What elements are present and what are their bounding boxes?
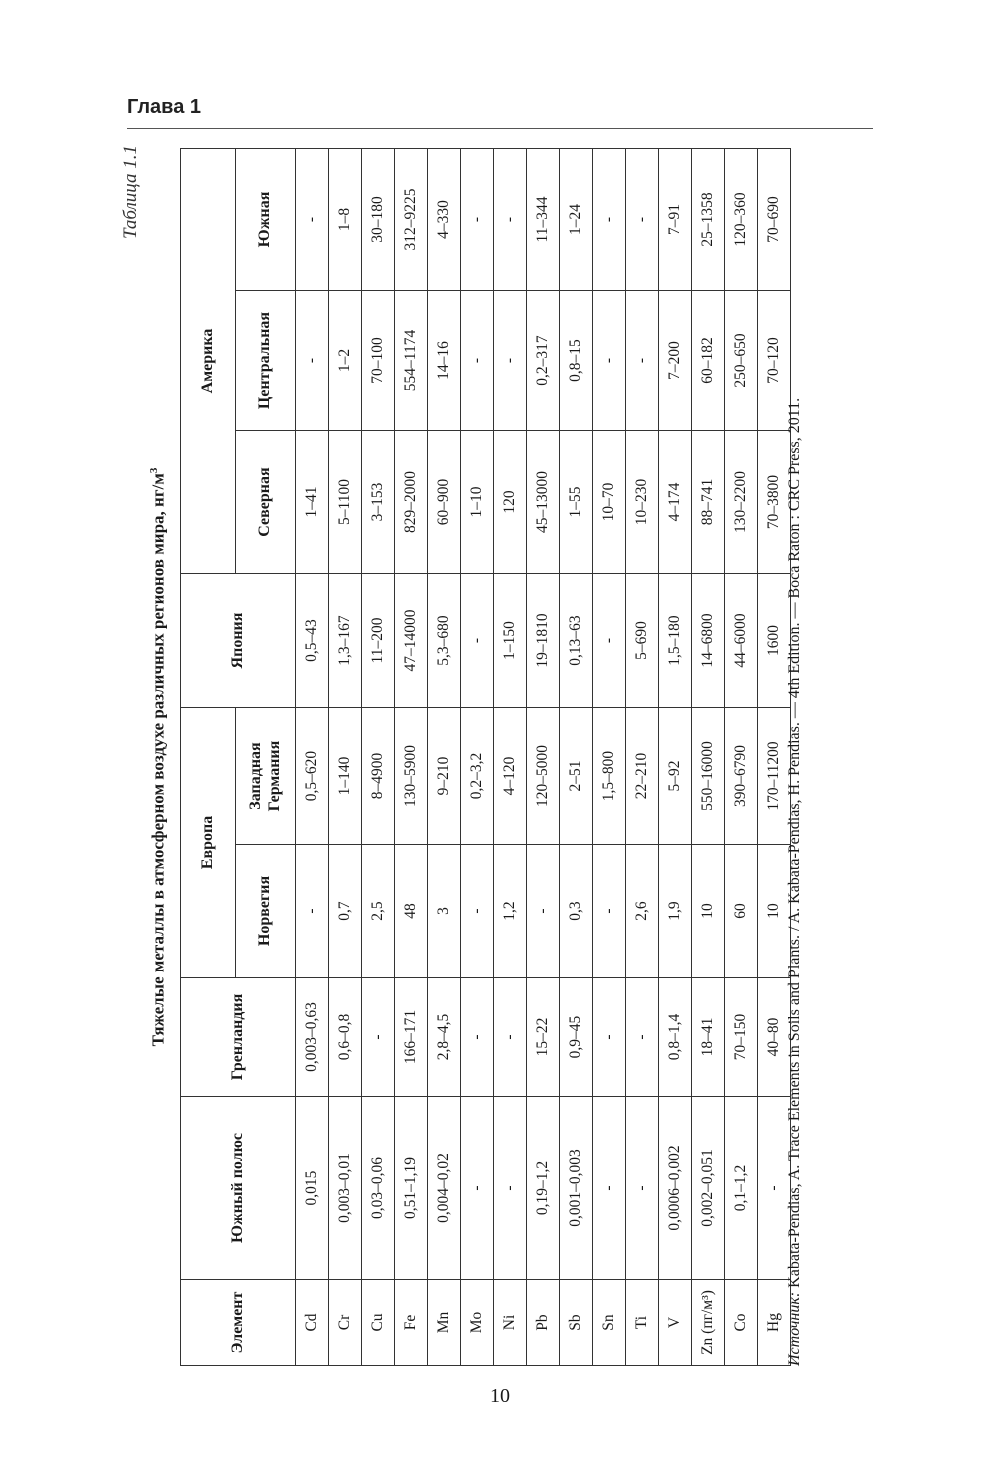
value-cell: 4–174 (659, 431, 692, 574)
value-cell: 1,5–800 (593, 708, 626, 845)
value-cell: 0,001–0,003 (560, 1097, 593, 1280)
value-cell: - (593, 148, 626, 290)
value-cell: - (593, 574, 626, 708)
value-cell: 250–650 (725, 291, 758, 431)
element-cell: Fe (395, 1280, 428, 1366)
value-cell: 5–1100 (329, 431, 362, 574)
table-row (593, 148, 626, 1365)
value-cell: - (593, 1097, 626, 1280)
value-cell: 120–5000 (527, 708, 560, 845)
element-cell: Sb (560, 1280, 593, 1366)
value-cell: 0,0006–0,002 (659, 1097, 692, 1280)
value-cell: 120 (494, 431, 527, 574)
value-cell: 0,015 (296, 1097, 329, 1280)
page-number: 10 (490, 1385, 510, 1407)
value-cell: 130–5900 (395, 708, 428, 845)
element-cell: Zn (пг/м³) (692, 1280, 725, 1366)
value-cell: 18–41 (692, 978, 725, 1097)
header-west-germany-line1: Западная (247, 742, 265, 810)
value-cell: - (461, 845, 494, 978)
element-cell: Mo (461, 1280, 494, 1366)
element-cell: Mn (428, 1280, 461, 1366)
element-cell: Ni (494, 1280, 527, 1366)
value-cell: 0,5–43 (296, 574, 329, 708)
value-cell: 48 (395, 845, 428, 978)
value-cell: 1–24 (560, 148, 593, 290)
value-cell: 60–182 (692, 291, 725, 431)
value-cell: 1–10 (461, 431, 494, 574)
value-cell: 4–330 (428, 148, 461, 290)
value-cell: 11–344 (527, 148, 560, 290)
table-row (395, 148, 428, 1365)
table-row (527, 148, 560, 1365)
value-cell: 5–92 (659, 708, 692, 845)
header-europe: Европа (181, 708, 236, 978)
element-cell: Co (725, 1280, 758, 1366)
value-cell: 10 (692, 845, 725, 978)
element-cell: Cd (296, 1280, 329, 1366)
value-cell: - (758, 1097, 791, 1280)
value-cell: 1–8 (329, 148, 362, 290)
value-cell: 10–70 (593, 431, 626, 574)
value-cell: 1–150 (494, 574, 527, 708)
value-cell: 30–180 (362, 148, 395, 290)
header-north: Северная (236, 431, 296, 574)
value-cell: 0,2–3,2 (461, 708, 494, 845)
value-cell: 47–14000 (395, 574, 428, 708)
value-cell: 88–741 (692, 431, 725, 574)
header-west-germany (236, 708, 296, 845)
value-cell: 0,03–0,06 (362, 1097, 395, 1280)
header-west-germany-line2: Германия (265, 740, 283, 812)
value-cell: 9–210 (428, 708, 461, 845)
rotated-table-block (120, 142, 840, 1372)
table-title (148, 142, 169, 1372)
value-cell: 829–2000 (395, 431, 428, 574)
value-cell: 45–13000 (527, 431, 560, 574)
value-cell: 2,6 (626, 845, 659, 978)
value-cell: - (593, 291, 626, 431)
table-row (461, 148, 494, 1365)
value-cell: 60 (725, 845, 758, 978)
value-cell: 1,3–167 (329, 574, 362, 708)
value-cell: 0,003–0,63 (296, 978, 329, 1097)
value-cell: - (527, 845, 560, 978)
value-cell: 8–4900 (362, 708, 395, 845)
value-cell: 2,5 (362, 845, 395, 978)
value-cell: 1600 (758, 574, 791, 708)
value-cell: 0,13–63 (560, 574, 593, 708)
value-cell: - (296, 845, 329, 978)
value-cell: 44–6000 (725, 574, 758, 708)
table-row (659, 148, 692, 1365)
value-cell: - (626, 148, 659, 290)
value-cell: 130–2200 (725, 431, 758, 574)
value-cell: 70–690 (758, 148, 791, 290)
value-cell: 312–9225 (395, 148, 428, 290)
value-cell: - (593, 845, 626, 978)
value-cell: 0,004–0,02 (428, 1097, 461, 1280)
value-cell: - (296, 148, 329, 290)
element-cell: Ti (626, 1280, 659, 1366)
value-cell: 5,3–680 (428, 574, 461, 708)
value-cell: 0,7 (329, 845, 362, 978)
value-cell: 0,9–45 (560, 978, 593, 1097)
header-japan: Япония (181, 574, 296, 708)
element-cell: V (659, 1280, 692, 1366)
element-cell: Hg (758, 1280, 791, 1366)
table-row (296, 148, 329, 1365)
value-cell: 10–230 (626, 431, 659, 574)
table-row (560, 148, 593, 1365)
value-cell: 11–200 (362, 574, 395, 708)
value-cell: 554–1174 (395, 291, 428, 431)
heavy-metals-table (180, 148, 791, 1366)
table-row (428, 148, 461, 1365)
element-cell: Pb (527, 1280, 560, 1366)
element-cell: Sn (593, 1280, 626, 1366)
value-cell: 1–55 (560, 431, 593, 574)
value-cell: - (461, 978, 494, 1097)
value-cell: 120–360 (725, 148, 758, 290)
header-south: Южная (236, 148, 296, 290)
value-cell: 14–16 (428, 291, 461, 431)
value-cell: 70–3800 (758, 431, 791, 574)
value-cell: 1–2 (329, 291, 362, 431)
table-title-sup: 3 (148, 467, 160, 474)
value-cell: 166–171 (395, 978, 428, 1097)
value-cell: 0,8–1,4 (659, 978, 692, 1097)
value-cell: 0,5–620 (296, 708, 329, 845)
value-cell: 10 (758, 845, 791, 978)
value-cell: - (593, 978, 626, 1097)
value-cell: 390–6790 (725, 708, 758, 845)
header-america: Америка (181, 148, 236, 573)
value-cell: 1,9 (659, 845, 692, 978)
header-norway: Норвегия (236, 845, 296, 978)
table-row (362, 148, 395, 1365)
value-cell: - (461, 574, 494, 708)
chapter-heading: Глава 1 (127, 96, 202, 118)
value-cell: - (461, 291, 494, 431)
value-cell: 70–150 (725, 978, 758, 1097)
value-cell: 0,3 (560, 845, 593, 978)
value-cell: - (494, 1097, 527, 1280)
table-row (725, 148, 758, 1365)
value-cell: 60–900 (428, 431, 461, 574)
header-south-pole: Южный полюс (181, 1097, 296, 1280)
value-cell: 5–690 (626, 574, 659, 708)
value-cell: 3 (428, 845, 461, 978)
value-cell: - (461, 148, 494, 290)
table-body (296, 148, 791, 1365)
table-title-text: Тяжелые металлы в атмосферном воздухе различных регионов мира, нг/м (148, 473, 168, 1047)
header-element: Элемент (181, 1280, 296, 1366)
value-cell: 0,51–1,19 (395, 1097, 428, 1280)
source-text: Kabata-Pendias, A. Trace Elements in Soils and Plants. / A. Kabata-Pendias, H. Pendias. — 4th Edition. — Boca Raton : CRC Press, 2011. (786, 397, 803, 1292)
value-cell: - (494, 148, 527, 290)
value-cell: 1,2 (494, 845, 527, 978)
source-note (786, 398, 804, 1366)
table-row (329, 148, 362, 1365)
value-cell: 2–51 (560, 708, 593, 845)
value-cell: 7–200 (659, 291, 692, 431)
value-cell: 14–6800 (692, 574, 725, 708)
value-cell: - (494, 978, 527, 1097)
value-cell: 25–1358 (692, 148, 725, 290)
value-cell: 22–210 (626, 708, 659, 845)
value-cell: 550–16000 (692, 708, 725, 845)
table-label: Таблица 1.1 (120, 145, 141, 239)
value-cell: 1–140 (329, 708, 362, 845)
value-cell: - (626, 978, 659, 1097)
header-greenland: Гренландия (181, 978, 296, 1097)
value-cell: 0,19–1,2 (527, 1097, 560, 1280)
value-cell: 0,003–0,01 (329, 1097, 362, 1280)
value-cell: - (494, 291, 527, 431)
value-cell: 40–80 (758, 978, 791, 1097)
table-row (494, 148, 527, 1365)
value-cell: 0,8–15 (560, 291, 593, 431)
value-cell: 2,8–4,5 (428, 978, 461, 1097)
value-cell: 3–153 (362, 431, 395, 574)
value-cell: 19–1810 (527, 574, 560, 708)
element-cell: Cr (329, 1280, 362, 1366)
value-cell: 1,5–180 (659, 574, 692, 708)
value-cell: 15–22 (527, 978, 560, 1097)
value-cell: 0,1–1,2 (725, 1097, 758, 1280)
value-cell: 0,6–0,8 (329, 978, 362, 1097)
value-cell: 0,2–317 (527, 291, 560, 431)
value-cell: - (362, 978, 395, 1097)
header-central: Центральная (236, 291, 296, 431)
element-cell: Cu (362, 1280, 395, 1366)
value-cell: - (461, 1097, 494, 1280)
value-cell: 7–91 (659, 148, 692, 290)
value-cell: 70–120 (758, 291, 791, 431)
value-cell: 4–120 (494, 708, 527, 845)
value-cell: - (296, 291, 329, 431)
source-label: Источник: (786, 1291, 803, 1366)
value-cell: 70–100 (362, 291, 395, 431)
header-divider (127, 128, 873, 129)
table-row (692, 148, 725, 1365)
value-cell: 1–41 (296, 431, 329, 574)
value-cell: 0,002–0,051 (692, 1097, 725, 1280)
value-cell: 170–11200 (758, 708, 791, 845)
value-cell: - (626, 291, 659, 431)
table-row (626, 148, 659, 1365)
value-cell: - (626, 1097, 659, 1280)
